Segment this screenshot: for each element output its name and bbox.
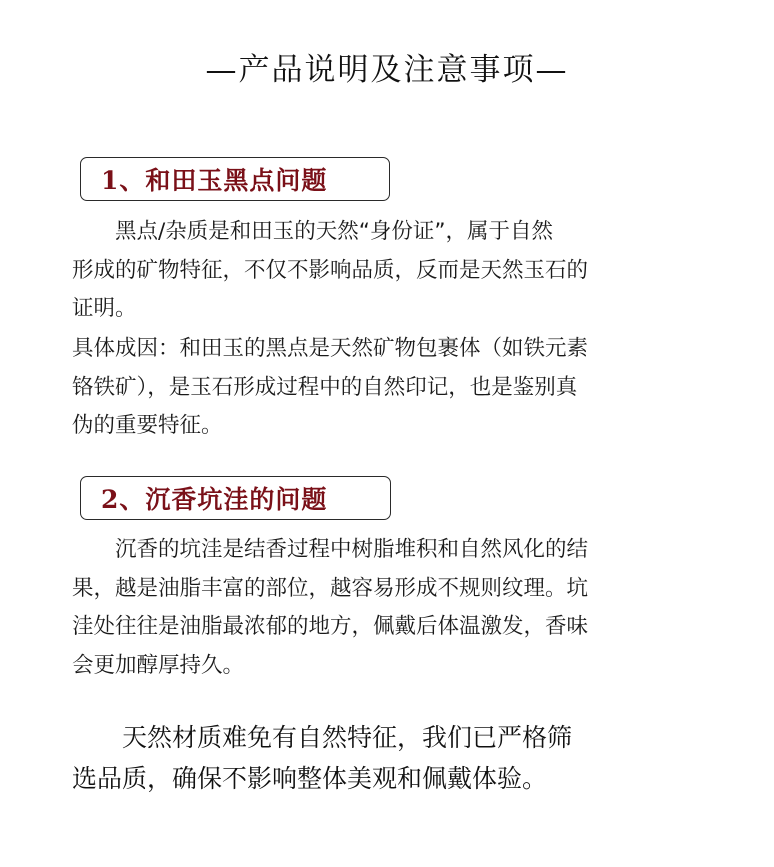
page-title: —产品说明及注意事项— [205,52,569,88]
paragraph-line: 证明。 [72,296,137,321]
section-heading-box-2 [80,476,391,520]
paragraph-line: 伪的重要特征。 [72,413,223,438]
section-heading-2: 2、沉香坑洼的问题 [101,485,328,514]
paragraph-line: 黑点/杂质是和田玉的天然“身份证”，属于自然 [115,219,554,244]
paragraph-line: 会更加醇厚持久。 [72,652,245,678]
paragraph-line: 果，越是油脂丰富的部位，越容易形成不规则纹理。坑 [72,575,589,601]
section-1-paragraph-2 [72,330,704,446]
section-heading-1: 1、和田玉黑点问题 [101,166,328,195]
paragraph-line: 形成的矿物特征，不仅不影响品质，反而是天然玉石的 [72,257,589,283]
section-1-paragraph-1 [72,213,704,329]
section-heading-box-1 [80,157,390,201]
paragraph-line: 具体成因：和田玉的黑点是天然矿物包裹体（如铁元素 [72,336,589,361]
paragraph-line: 铬铁矿），是玉石形成过程中的自然印记，也是鉴别真 [72,374,578,400]
footer-note [72,717,712,799]
footer-line: 天然材质难免有自然特征，我们已严格筛 [122,723,573,752]
footer-line: 选品质，确保不影响整体美观和佩戴体验。 [72,764,548,793]
section-2-paragraph-1 [72,531,704,685]
paragraph-line: 洼处往往是油脂最浓郁的地方，佩戴后体温激发，香味 [72,614,589,639]
paragraph-line: 沉香的坑洼是结香过程中树脂堆积和自然风化的结 [115,537,589,562]
